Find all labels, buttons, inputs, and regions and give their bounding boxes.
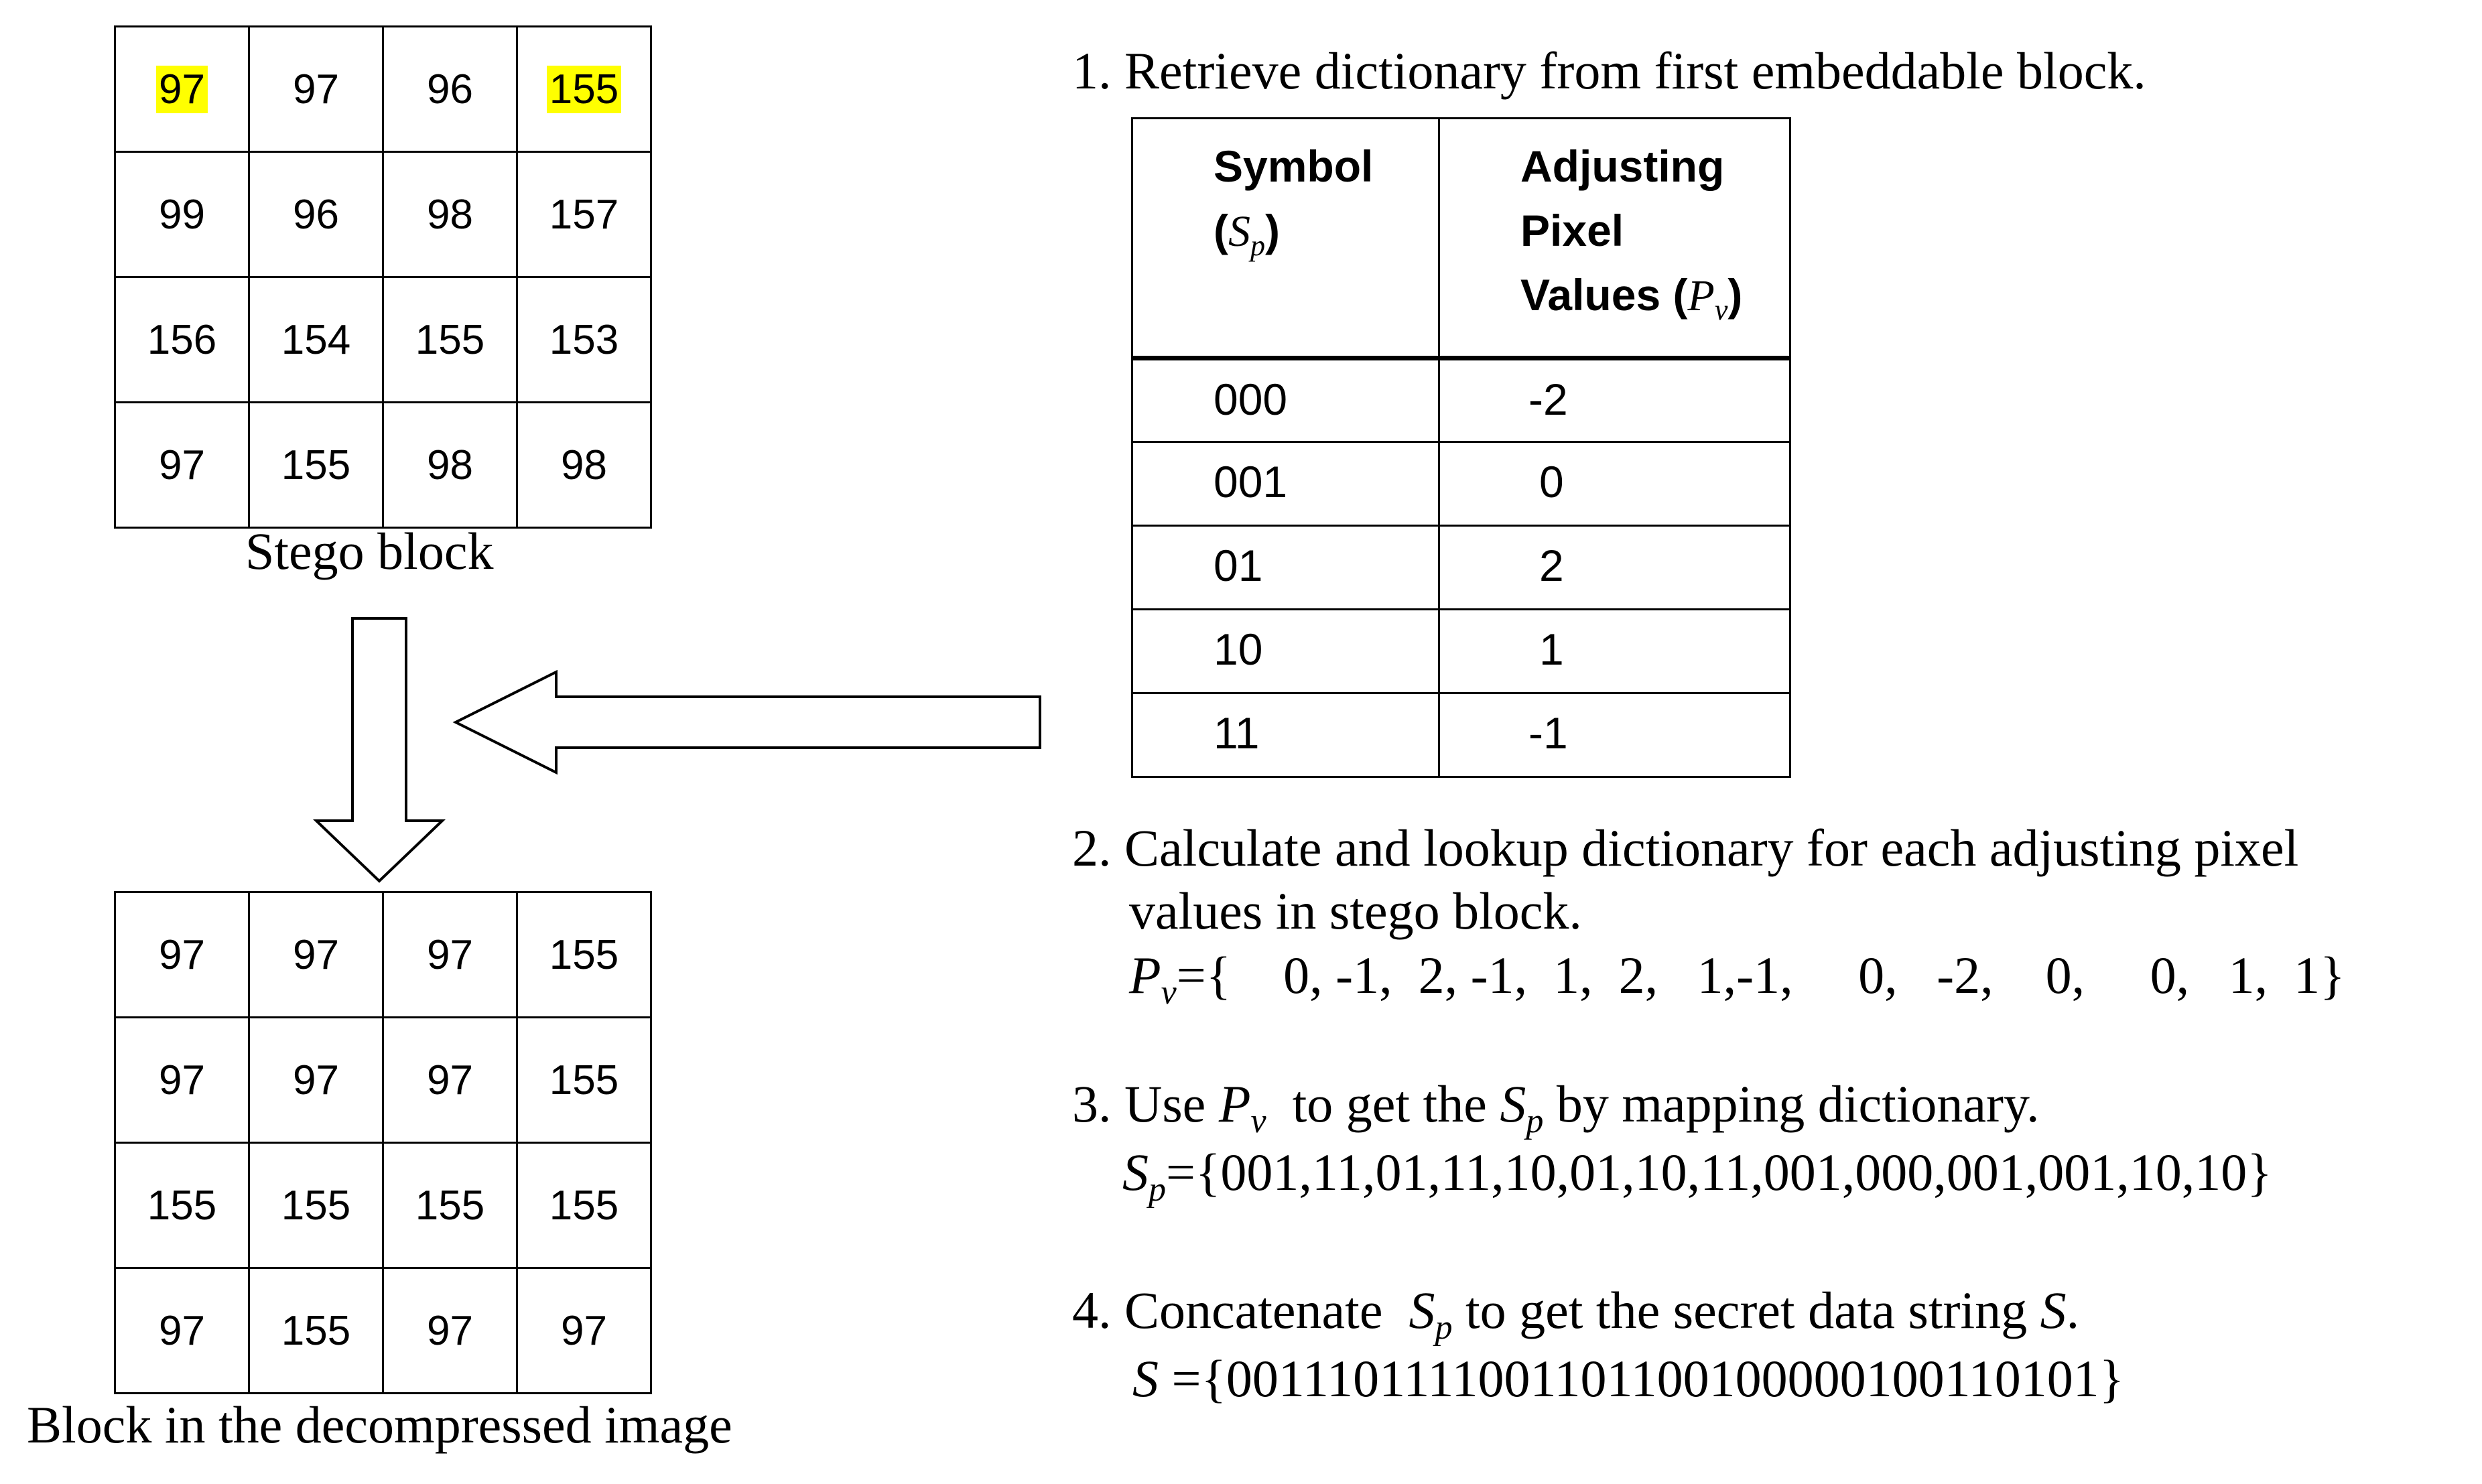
- decomp-cell: 155: [250, 1269, 382, 1392]
- step-2-text: 2. Calculate and lookup dictionary for each adjusting pixel: [1072, 819, 2299, 877]
- down-arrow: [316, 618, 442, 881]
- stego-cell: 96: [250, 153, 382, 276]
- table-row: [1132, 526, 1790, 610]
- decomp-cell: 155: [250, 1144, 382, 1267]
- highlighted-value: 155: [547, 66, 621, 113]
- sp-values-line: $S_p=\{001,11,01,11,10,01,10,11,001,000,001,001,10,10\}$: [1122, 1143, 2272, 1209]
- symbol-cell: 01: [1132, 526, 1439, 610]
- stego-cell: 156: [116, 278, 248, 401]
- symbol-cell: 000: [1132, 358, 1439, 442]
- table-row: [1132, 358, 1790, 442]
- decompressed-block-grid: [114, 891, 652, 1394]
- step-1-text: 1. Retrieve dictionary from first embeddable block.: [1072, 42, 2146, 100]
- decomp-cell: 97: [384, 893, 516, 1016]
- stego-cell: 99: [116, 153, 248, 276]
- symbol-cell: 10: [1132, 610, 1439, 693]
- left-arrow: [456, 672, 1040, 772]
- decomp-cell: 155: [518, 1018, 650, 1142]
- value-cell: 2: [1439, 526, 1790, 610]
- stego-cell: 98: [384, 403, 516, 527]
- table-row: [1132, 693, 1790, 777]
- table-row: [1132, 442, 1790, 526]
- value-cell: 0: [1439, 442, 1790, 526]
- decomp-cell: 155: [518, 893, 650, 1016]
- adjusting-pixel-values-header: Adjusting Pixel Values $(P_v)$: [1439, 119, 1790, 358]
- stego-cell: 98: [384, 153, 516, 276]
- stego-cell: 96: [384, 27, 516, 151]
- decomp-cell: 97: [250, 1018, 382, 1142]
- decomp-cell: 97: [116, 1269, 248, 1392]
- pv-values-line: $P_v=${ 0, -1, 2, -1, 1, 2, 1,-1, 0, -2, 0, 0, 1, 1}: [1129, 946, 2345, 1012]
- value-cell: -1: [1439, 693, 1790, 777]
- symbol-cell: 11: [1132, 693, 1439, 777]
- decomp-cell: 97: [116, 893, 248, 1016]
- stego-cell: 155: [384, 278, 516, 401]
- stego-cell: 153: [518, 278, 650, 401]
- decomp-cell: 155: [116, 1144, 248, 1267]
- stego-block-caption: Stego block: [245, 522, 494, 580]
- decomp-cell: 97: [384, 1018, 516, 1142]
- highlighted-value: 97: [156, 66, 208, 113]
- decomp-cell: 155: [384, 1144, 516, 1267]
- step-2-text-continued: values in stego block.: [1129, 882, 1582, 940]
- symbol-cell: 001: [1132, 442, 1439, 526]
- stego-cell: 155: [250, 403, 382, 527]
- decomp-cell: 97: [250, 893, 382, 1016]
- stego-cell: 98: [518, 403, 650, 527]
- stego-cell: 157: [518, 153, 650, 276]
- step-4-text: 4. Concatenate $S_p$ to get the secret data string S.: [1072, 1281, 2080, 1347]
- decomp-cell: 97: [116, 1018, 248, 1142]
- dictionary-header-row: [1132, 119, 1790, 358]
- stego-cell: 154: [250, 278, 382, 401]
- stego-cell: 97: [116, 403, 248, 527]
- value-cell: -2: [1439, 358, 1790, 442]
- stego-cell: 97: [250, 27, 382, 151]
- decomp-cell: 97: [384, 1269, 516, 1392]
- decomp-cell: 155: [518, 1144, 650, 1267]
- symbol-header: Symbol $(S_p)$: [1132, 119, 1439, 358]
- table-row: [1132, 610, 1790, 693]
- secret-string-line: S ={0011101111001101100100000100110101}: [1132, 1349, 2125, 1408]
- decomp-cell: 97: [518, 1269, 650, 1392]
- decompressed-block-caption: Block in the decompressed image: [27, 1396, 732, 1454]
- value-cell: 1: [1439, 610, 1790, 693]
- dictionary-table: [1131, 117, 1791, 778]
- step-3-text: 3. Use $P_v$ to get the $S_p$ by mapping dictionary.: [1072, 1075, 2040, 1140]
